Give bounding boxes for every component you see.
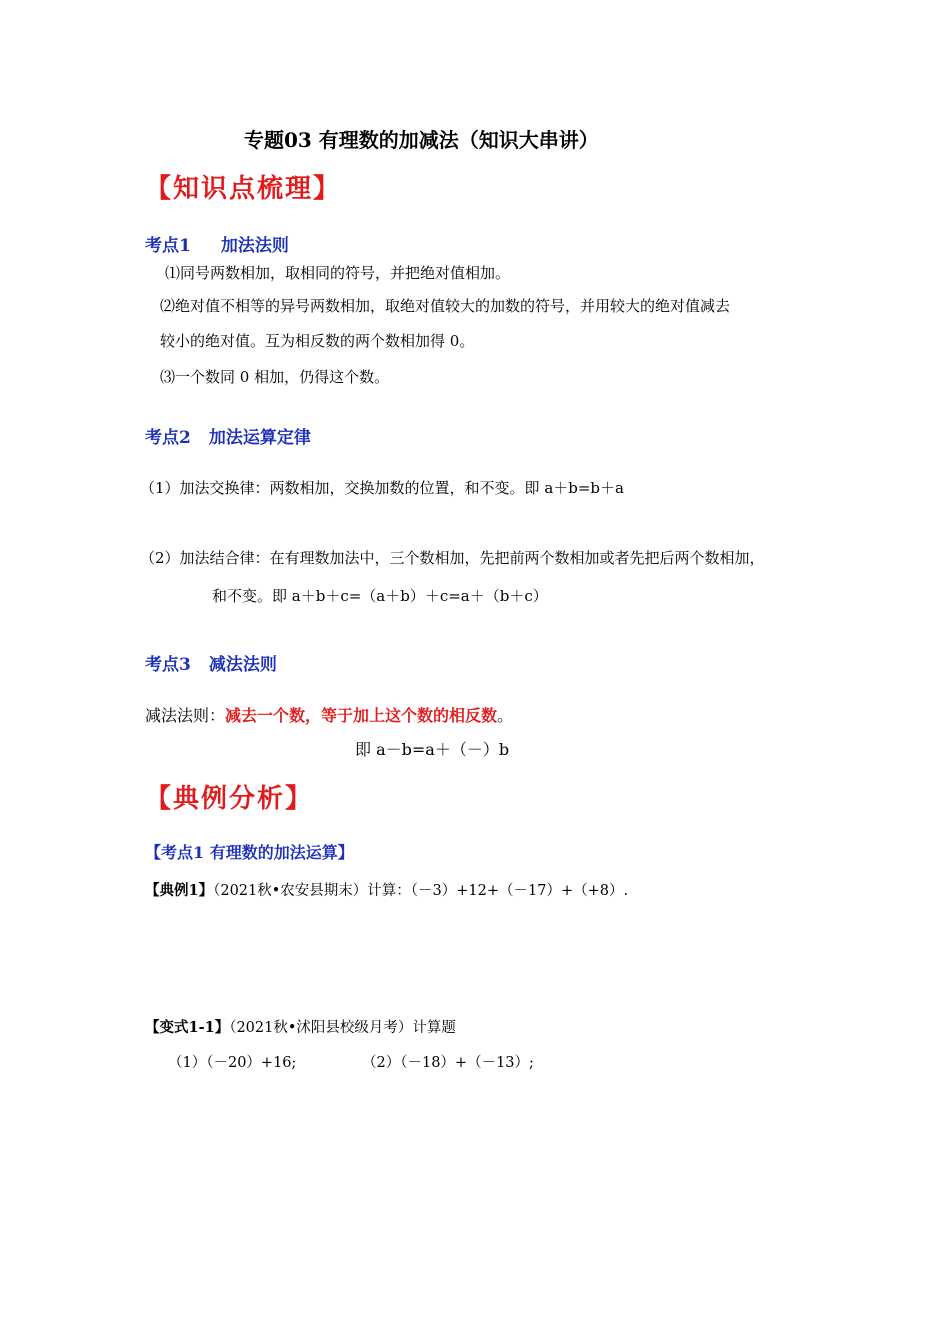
variant-text: （2021秋•沭阳县校级月考）计算题 [229, 1020, 456, 1036]
variant-label: 【变式1-1】 [145, 1019, 230, 1036]
kaodian1-rule3: ⑶一个数同 0 相加，仍得这个数。 [160, 368, 390, 386]
kaodian3-rule-end: 。 [497, 706, 514, 725]
example1 [145, 882, 628, 900]
kaodian3-formula: 即 a－b=a＋（－）b [355, 740, 510, 759]
kaodian3-title: 减法法则 [208, 655, 277, 675]
kaodian3-rule [145, 706, 513, 725]
kaodian3-num: 考点3 [145, 655, 191, 675]
kaodian2-title: 加法运算定律 [208, 428, 311, 448]
kaodian2-heading [145, 428, 311, 448]
kaodian3-rule-label: 减法法则： [145, 706, 226, 725]
knowledge-banner: 【知识点梳理】 [145, 174, 342, 204]
example-section-heading: 【考点1 有理数的加法运算】 [145, 843, 354, 862]
page-title: 专题03 有理数的加减法（知识大串讲） [244, 128, 599, 152]
kaodian3-rule-text: 减去一个数，等于加上这个数的相反数 [225, 706, 498, 725]
variant1-1 [145, 1019, 456, 1037]
kaodian1-rule2-line1: ⑵绝对值不相等的异号两数相加，取绝对值较大的加数的符号，并用较大的绝对值减去 [160, 297, 731, 315]
example1-label: 【典例1】 [145, 882, 214, 899]
kaodian3-heading [145, 655, 277, 675]
example1-text: （2021秋•农安县期末）计算：（－3）+12+（－17）+（+8）. [213, 883, 629, 899]
kaodian1-rule2-line2: 较小的绝对值。互为相反数的两个数相加得 0。 [160, 332, 475, 350]
kaodian1-num: 考点1 [145, 236, 191, 256]
kaodian2-law2-line2: 和不变。即 a＋b＋c=（a＋b）＋c=a＋（b＋c） [212, 587, 548, 605]
kaodian1-rule1: ⑴同号两数相加，取相同的符号，并把绝对值相加。 [165, 264, 511, 282]
kaodian2-num: 考点2 [145, 428, 191, 448]
variant-q1: （1）（－20）+16; [168, 1055, 297, 1071]
kaodian1-heading [145, 236, 289, 256]
kaodian2-law1: （1）加法交换律：两数相加，交换加数的位置，和不变。即 a＋b=b＋a [140, 479, 624, 497]
kaodian2-law2-line1: （2）加法结合律：在有理数加法中，三个数相加，先把前两个数相加或者先把后两个数相加， [140, 549, 765, 567]
examples-banner: 【典例分析】 [145, 784, 314, 814]
kaodian1-title: 加法法则 [220, 236, 289, 256]
variant-q2: （2）（－18）+（－13）; [362, 1055, 534, 1071]
